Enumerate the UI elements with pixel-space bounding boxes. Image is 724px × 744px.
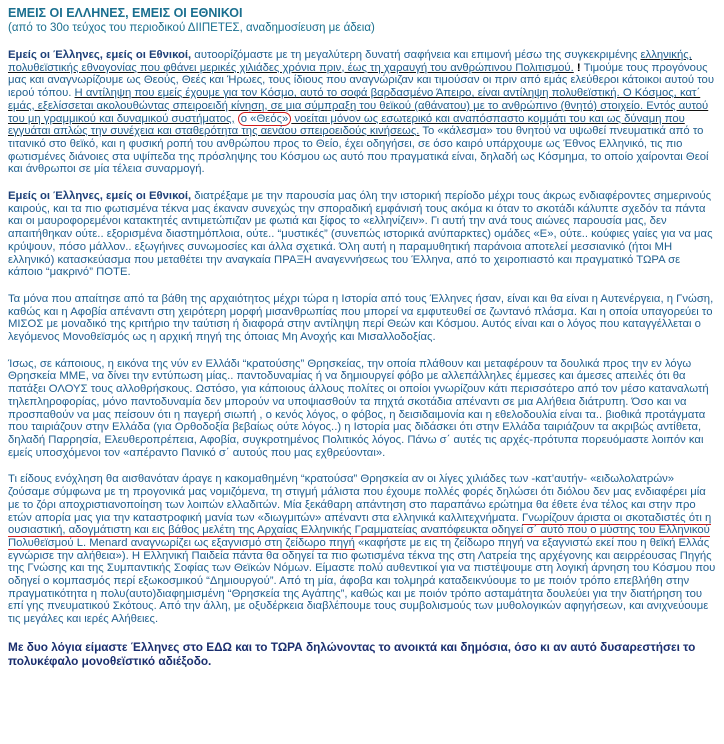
closing-statement: Με δυο λόγια είμαστε Έλληνες στο ΕΔΩ και το ΤΩΡΑ δηλώνοντας το ανοικτά και δημόσια, όσο κι αν αυτό δυσαρεστήσει το πολυκέφαλο μονοθεϊστικό αδιέξοδο. bbox=[8, 639, 696, 668]
circled-phrase: ο «Θεός» bbox=[238, 112, 292, 126]
article bbox=[8, 6, 716, 668]
paragraph-5-text-a: Τι είδους ενόχληση θα αισθανόταν άραγε η κακομαθημένη “κρατούσα” Θρησκεία αν οι λίγες χιλιάδες των -κατ’αυτήν- «ειδωλολατρών» ζούσαμε σύμφωνα με τη προγονικά μας νομιζόμενα, τη στιγμή μάλιστα που έχουμε πολλές φορές δηλώσει ότι διόλου δεν μας ενδιαφέρει μία με το ζόρι αποχριστιανοποίηση των λοιπών ελλαδιτών. Μία ξεκάθαρη απάντηση στο παραπάνω ερώτημα θα έθετε ένα τέλος και στην προ ετών απορία μας για την καταστροφική μανία των «διωγμιτών» απέναντι στα ελληνικά καλλιτεχνήματα. bbox=[8, 473, 706, 524]
underlined-passage-3: νοείται μόνον ως εσωτερικό και αναπόσπαστο κομμάτι του και ως δύναμη που εγγυάται απλώς την συνέχεια και σταθερότητα της αενάου σπειροειδούς κινήσεως. bbox=[8, 112, 685, 138]
paragraph-3: Τα μόνα που απαίτησε από τα βάθη της αρχαιότητος μέχρι τώρα η Ιστορία από τους Έλληνες ήσαν, είναι και θα είναι η Αυτενέργεια, η Γνώση, καθώς και η Αφοβία απέναντι στη χειρότερη μορφή μισανθρωπίας που μπορεί να εμφυτευθεί σε ζωντανό πλάσμα. Και η οποία υπαγορεύει το ΜΙΣΟΣ με μοναδικό της κριτήριο την ταύτιση ή διαφορά στην αντίληψη περί Θεών και Κόσμου. Αυτός είναι και ο λόγος που καταγγέλλεται ο λεγόμενος Μονοθεϊσμός ως η αρχική πηγή της όποιας Μη Ανοχής και Μισαλλοδοξίας. bbox=[8, 292, 714, 344]
paragraph-1-lead: Εμείς οι Έλληνες, εμείς οι Εθνικοί, bbox=[8, 49, 192, 61]
paragraph-5-text-b: «καφήστε με εις τη ζείδωρο πηγή να εξαγνιστώ εκεί που η θεϊκή Ελλάς εγνώρισε την αλήθεια»). Η Ελληνική Παιδεία πάντα θα οδηγεί τα πιο φωτισμένα τέκνα της στη Λατρεία της αρχέγονης και αειρρέουσας Πηγής της Γνώσης και της Συμπαντικής Σοφίας των Θεϊκών Νόμων. Είμαστε πολύ αυθεντικοί για να πιστέψουμε στη λογική άρνηση του Κόσμου που οδηγεί ο κομπασμός περί εξωκοσμικού “Δημιουργού”. Από τη μία, άφοβα και τολμηρά καταδεικνύουμε το με ποιόν τρόπο επεβλήθη στην πραγματικότητα η πολυ(αυτο)διαφημισμένη “Θρησκεία της Αγάπης”, καθώς και με ποιόν τρόπο ασταμάτητα δουλεύει για την διατήρηση του επί γης πνευματικού Σκότους. Από την άλλη, με οξυδέρκεια διαβλέπουμε τους συμβολισμούς των μυθολογικών αφηγήσεων, και ανιχνεύουμε τις μεγάλες και ιερές Αλήθειες. bbox=[8, 536, 716, 626]
paragraph-1 bbox=[8, 49, 716, 176]
paragraph-2-text: διατρέξαμε με την παρουσία μας όλη την ιστορική περίοδο μέχρι τους άκρως ενδιαφέροντες σημερινούς καιρούς, και τα πιο φωτισμένα τέκνα μας έκαναν συνεχώς την σποραδική εμφάνισή τους ακόμα κι όταν το σκοτάδι κάλυπτε σχεδόν τα πάντα και οι μαυροφορεμένοι κατακτητές αντιμετώπιζαν με φωτιά και ξίφος το «ελληνίζειν». Γι αυτή την ανά τους αιώνες παρουσία μας, δεν απαιτήθηκαν ούτε.. εξορισμένα διαστημόπλοια, ούτε.. “μυστικές” (συνεπώς ιστορικά ανύπαρκτες) ομάδες «Ε», ούτε.. κούφιες γαίες για να μας κρύψουν, πόσο μάλλον.. εξωγήινες συνωμοσίες και άλλα σχετικά. Όλη αυτή η παραμυθητική παράνοια αποτελεί μεσσιανικό (ήτοι ΜΗ ελληνικό) κατασκεύασμα που μεταθέτει την αναγκαία ΠΡΑΞΗ αναγεννήσεως του Έλληνα, από το χειροπιαστό και πραγματικό ΤΩΡΑ σε κάποιο “μακρινό” ΠΟΤΕ. bbox=[8, 190, 713, 279]
paragraph-2 bbox=[8, 190, 716, 279]
paragraph-5 bbox=[8, 473, 716, 625]
underlined-passage-2: Η αντίληψη που εμείς έχουμε για τον Κόσμο, αυτό το σοφά βαρδασμένο Άπειρο, είναι αντίληψη πολυθεϊστική. Ο Κόσμος, κατ΄ εμάς, εξελίσσεται ακολουθώντας σπειροειδή κίνηση, σε μια σύμπραξη του θεϊκού (αθάνατου) με το ανθρώπινο (θνητό) στοιχείο. Εντός αυτού του μη γραμμικού και δυναμικού συστήματος, bbox=[8, 87, 709, 125]
paragraph-4: Ίσως, σε κάποιους, η εικόνα της νύν εν Ελλάδι “κρατούσης” Θρησκείας, την οποία πλάθουν και μεταφέρουν τα δουλικά προς την εν λόγω Θρησκεία ΜΜΕ, να δίνει την εντύπωση μίας.. παντοδυναμίας ή να δημιουργεί φόβο με αλλεπάλληλες έμμεσες και άμεσες απειλές ότι θα πατάξει ΟΛΟΥΣ τους αλλοθρήσκους. Ωστόσο, για κάποιους άλλους πολίτες οι οποίοι γνωρίζουν κάτι περισσότερο από τον μέσο καταναλωτή τηλεπληροφορίας, μόνο παντοδυναμία δεν μπορούν να υποψιασθούν τα πηχτά σκοτάδια απέναντι σε μια Αλήθεια διάτρυπη. Όσο και να προσπαθούν να μας πείσουν ότι η παγερή σιωπή , ο κενός λόγος, ο φόβος, η δεισιδαιμονία και η εθελοδουλία είναι τα.. βιοθικά προτάγματα που ταιριάζουν στην Ελλάδα (για Ορθοδοξία βεβαίως ούτε λόγος..) η Ιστορία μας διδάσκει ότι στην Ελλάδα ταιριάζουν τα ακριβώς αντίθετα, δηλαδή Παρρησία, Ελευθεροπρέπεια, Αφοβία, συγκροτημένος Πολιτικός λόγος. Πάνω σ΄ αυτές τις αρχές-πρότυπα πορευόμαστε λοιπόν και εμείς υποσχόμενοι τον «απέραντο Πανικό σ΄ αυτούς που μας εχθρεύονται». bbox=[8, 357, 709, 459]
underlined-passage-1: ελληνικής, πολυθεϊστικής εθνογονίας που φθάνει μερικές χιλιάδες χρόνια πριν, έως τη χαραυγή του ανθρώπινου Πολιτισμού. bbox=[8, 49, 692, 74]
paragraph-1-text-a: αυτοορίζόμαστε με τη μεγαλύτερη δυνατή σαφήνεια και επιμονή μέσω της συγκεκριμένης bbox=[191, 49, 641, 61]
paragraph-1-text-c: Το «κάλεσμα» του θνητού να υψωθεί πνευματικά από το τιτανικό στο θεϊκό, και η φυσική ροπή του ανθρώπου προς το Θείο, έχει οδηγήσει, σε όσο καιρό υπάρχουμε ως Έθνος Ελληνικό, τις πιο φωτισμένες διάνοιες στα υψίπεδα της πρόσληψης του Κόσμου ως αυτό που πραγματικά είναι, δηλαδή ως Κόσμημα, το οποίο χαίρονται Θεοί και άνθρωποι σε μία τέλεια συναρμογή. bbox=[8, 125, 709, 176]
red-underlined-passage: Γνωρίζουν άριστα οι σκοταδιστές ότι η ουσιαστική, αδογμάτιστη και εις βάθος μελέτη της Αρχαίας Ελληνικής Γραμματείας αναπόφευκτα οδηγεί σ΄ αυτό που ο μύστης του Ελληνικού Πολυθεϊσμού L. Menard αναγνωρίζει ως εξαγνισμό στη ζείδωρο πηγή bbox=[8, 511, 712, 549]
page-subtitle: (από το 30ο τεύχος του περιοδικού ΔΙΙΠΕΤΕΣ, αναδημοσίευση με άδεια) bbox=[8, 22, 375, 34]
exclamation-mark: ! bbox=[576, 61, 581, 74]
paragraph-2-lead: Εμείς οι Έλληνες, εμείς οι Εθνικοί, bbox=[8, 190, 192, 203]
paragraph-1-text-b: Τιμούμε τους προγόνους μας και αναγνωρίζουμε ως Θεούς, Θεές και Ήρωες, τους ίδιους που αναγνώριζαν και τιμούσαν οι πριν από εμάς ελεύθεροι κάτοικοι αυτού του ιερού τόπου. bbox=[8, 61, 714, 100]
page-title: ΕΜΕΙΣ ΟΙ ΕΛΛΗΝΕΣ, ΕΜΕΙΣ ΟΙ ΕΘΝΙΚΟΙ bbox=[8, 6, 243, 20]
